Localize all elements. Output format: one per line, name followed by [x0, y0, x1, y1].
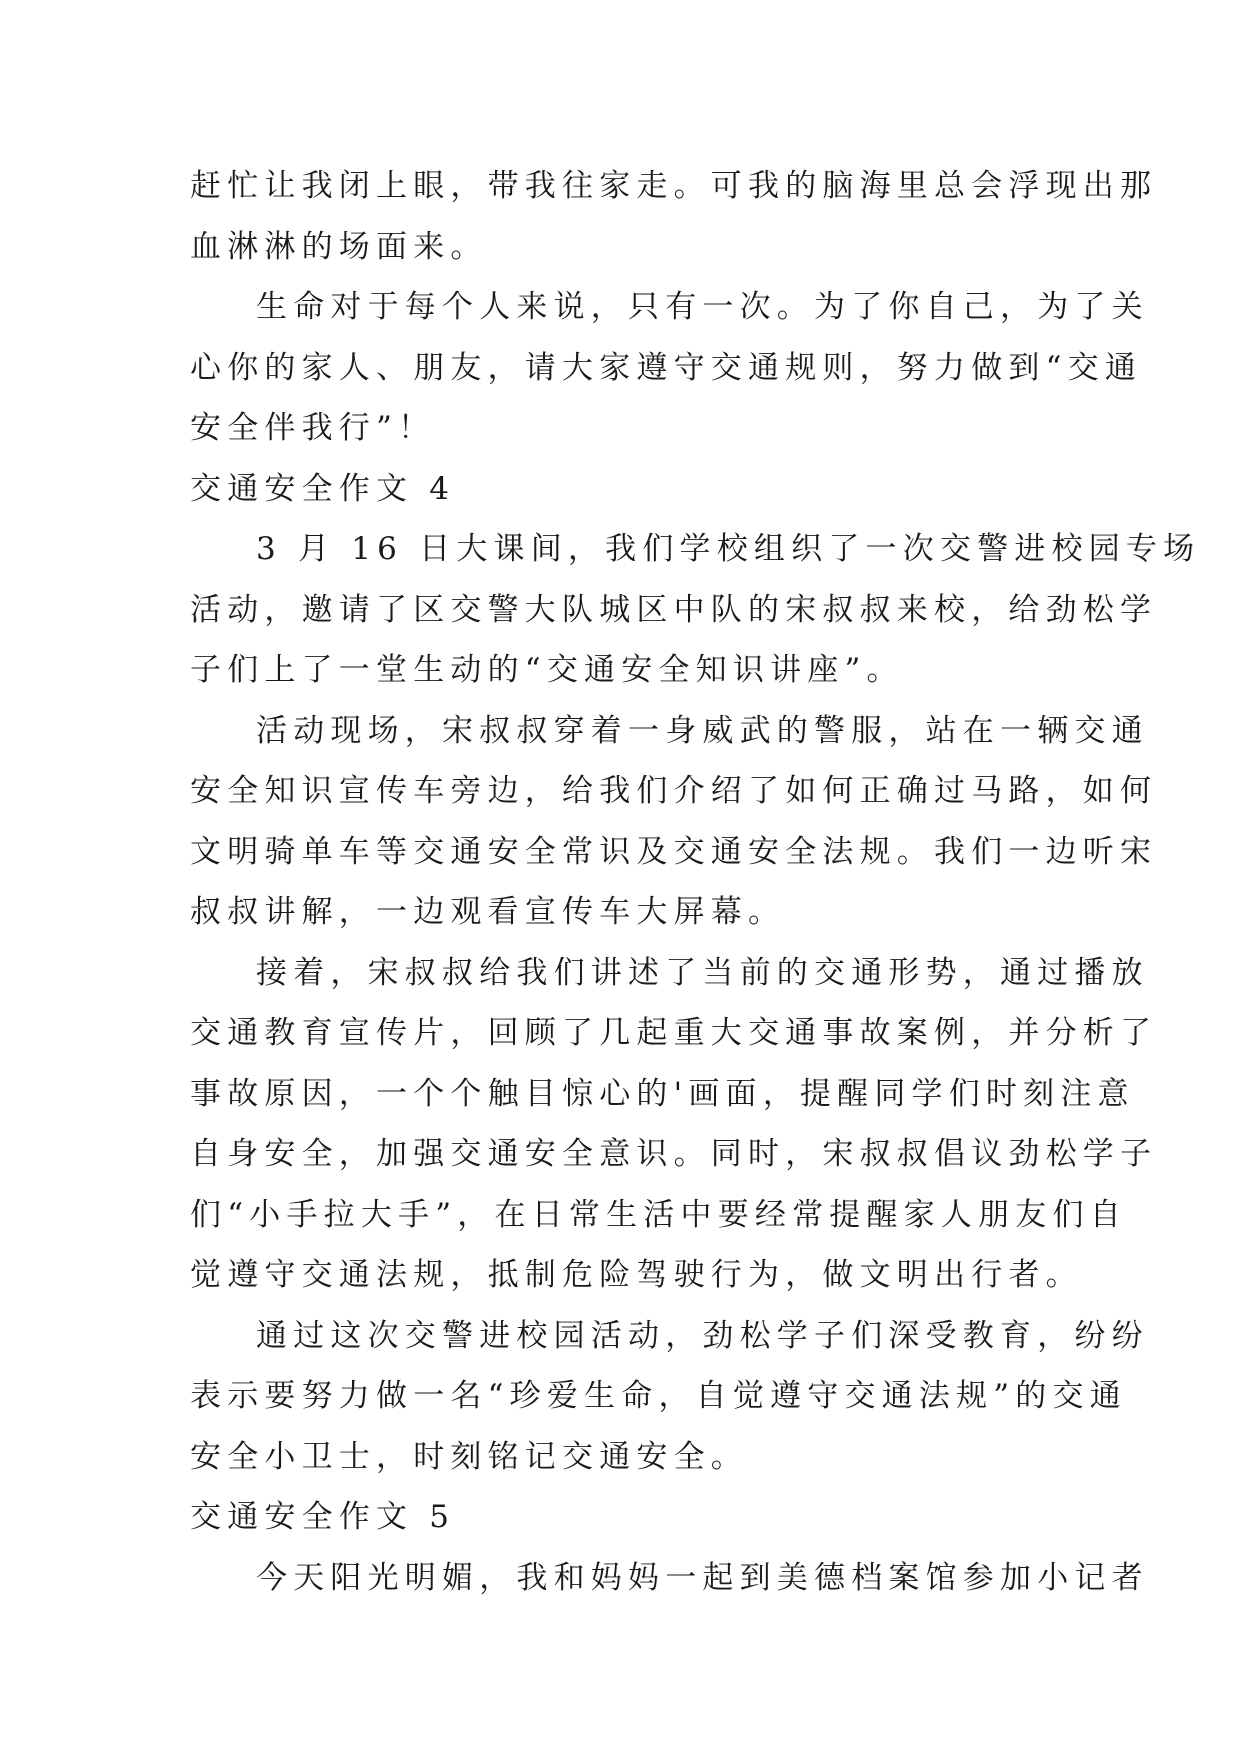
text-line: 安全伴我行”！: [190, 410, 436, 446]
paragraph-start-line: 接着，宋叔叔给我们讲述了当前的交通形势，通过播放: [256, 954, 1149, 991]
document-body: [190, 156, 1201, 1608]
text-line: 心你的家人、朋友，请大家遵守交通规则，努力做到“交通: [190, 349, 1143, 386]
paragraph-start-line: 3 月 16 日大课间，我们学校组织了一次交警进校园专场: [256, 531, 1201, 567]
text-line: 自身安全，加强交通安全意识。同时，宋叔叔倡议劲松学子: [190, 1136, 1158, 1172]
text-line: 叔叔讲解，一边观看宣传车大屏幕。: [190, 894, 786, 930]
text-line: 表示要努力做一名“珍爱生命，自觉遵守交通法规”的交通: [190, 1378, 1127, 1414]
paragraph-start-line: 生命对于每个人来说，只有一次。为了你自己，为了关: [256, 289, 1149, 325]
text-line: 觉遵守交通法规，抵制危险驾驶行为，做文明出行者。: [190, 1257, 1083, 1293]
paragraph-start-line: 活动现场，宋叔叔穿着一身威武的警服，站在一辆交通: [256, 712, 1149, 749]
text-line: 血淋淋的场面来。: [190, 228, 488, 265]
section-heading: 交通安全作文 4: [190, 470, 456, 507]
paragraph-start-line: 今天阳光明媚，我和妈妈一起到美德档案馆参加小记者: [256, 1559, 1149, 1596]
paragraph-start-line: 通过这次交警进校园活动，劲松学子们深受教育，纷纷: [256, 1317, 1149, 1354]
text-line: 事故原因，一个个触目惊心的'画面，提醒同学们时刻注意: [190, 1075, 1135, 1112]
text-line: 文明骑单车等交通安全常识及交通安全法规。我们一边听宋: [190, 833, 1158, 870]
text-line: 安全小卫士，时刻铭记交通安全。: [190, 1438, 748, 1475]
text-line: 交通教育宣传片，回顾了几起重大交通事故案例，并分析了: [190, 1015, 1158, 1051]
text-line: 活动，邀请了区交警大队城区中队的宋叔叔来校，给劲松学: [190, 591, 1158, 628]
text-line: 安全知识宣传车旁边，给我们介绍了如何正确过马路，如何: [190, 773, 1158, 809]
section-heading: 交通安全作文 5: [190, 1499, 456, 1535]
text-line: 赶忙让我闭上眼，带我往家走。可我的脑海里总会浮现出那: [190, 168, 1158, 204]
text-line: 们“小手拉大手”，在日常生活中要经常提醒家人朋友们自: [190, 1196, 1127, 1233]
text-line: 子们上了一堂生动的“交通安全知识讲座”。: [190, 652, 904, 688]
